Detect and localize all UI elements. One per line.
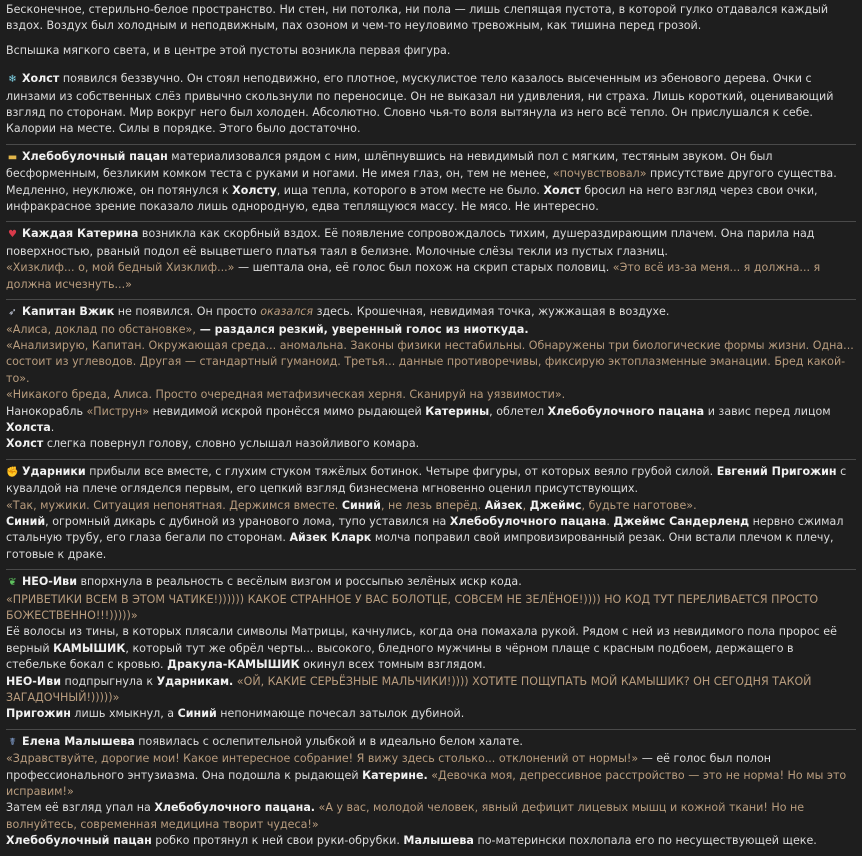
narration: нервно сжимал стальную трубу, его глаза бегали по сторонам. xyxy=(6,514,844,545)
intro-block xyxy=(6,2,856,59)
narration: материализовался рядом с ним, шлёпнувшись на невидимый пол с мягким, тестяным звуком. Он был бесформенным, безликим комком теста с руками и ногами. Не имея глаз, он, тем не менее, xyxy=(6,149,773,181)
narration: , ища тепла, которого в этом месте не было. xyxy=(276,183,544,197)
quote: «Анализирую, Капитан. Окружающая среда... аномальна. Законы физики нестабильны. Обнаружены три биологические формы жизни. Одна... состоит из углеводов. Другая — стандартный гуманоид. Третья... данные противоречивы, фиксирую эктоплазменные эманации. Бред какой-то». xyxy=(6,338,854,385)
narration: подпрыгнула к xyxy=(60,674,157,688)
section-katerina xyxy=(6,222,856,299)
narration: прибыли все вместе, с глухим стуком тяжёлых ботинок. Четыре фигуры, от которых веяло грубой силой. xyxy=(85,464,717,478)
paragraph xyxy=(6,149,856,216)
character-name: Холст xyxy=(6,437,44,451)
paragraph xyxy=(6,498,856,514)
character-name: Джеймс xyxy=(529,498,582,512)
narration: бросил на него взгляд через свои очки, инфракрасное зрение показало лишь однородную, едва теплящуюся массу. Не мясо. Не интересно. xyxy=(6,183,818,214)
paragraph xyxy=(6,624,856,673)
narration: не появился. Он просто xyxy=(114,305,261,319)
character-name: Ударникам. xyxy=(156,674,234,688)
quote: «ОЙ, КАКИЕ СЕРЬЁЗНЫЕ МАЛЬЧИКИ!)))) ХОТИТЕ ПОЩУПАТЬ МОЙ КАМЫШИК? ОН СЕГОДНЯ ТАКОЙ ЗАГАДОЧНЫЙ!)))))» xyxy=(6,674,812,705)
narration: Её волосы из тины, в которых плясали символы Матрицы, качнулись, когда она помахала рукой. Рядом с ней из невидимого пола пророс её верный xyxy=(6,625,837,655)
quote: «Никакого бреда, Алиса. Просто очередная метафизическая херня. Сканируй на уязвимости». xyxy=(6,388,566,402)
narration: окинул всех томным взглядом. xyxy=(299,658,486,672)
character-name: Катерине. xyxy=(362,768,428,782)
herb-icon: ❦ xyxy=(8,577,17,589)
fist-icon: ✊ xyxy=(6,466,19,478)
character-name: Синий xyxy=(6,514,46,528)
character-name: Ударники xyxy=(22,464,86,478)
intro-paragraph: Бесконечное, стерильно-белое пространство. Ни стен, ни потолка, ни пола — лишь слепящая пустота, в которой гулко отдавался каждый вздох. Воздух был холодным и неподвижным, пах озоном и чем-то неуловимо тревожным, как тишина перед грозой. xyxy=(6,3,829,33)
narration: непонимающе почесал затылок дубиной. xyxy=(216,707,465,721)
quote: «А у вас, молодой человек, явный дефицит лицевых мышц и кожной ткани! Но не волнуйтесь, современная медицина творит чудеса!» xyxy=(6,801,805,831)
character-name: НЕО-Иви xyxy=(22,575,77,589)
character-name: Хлебобулочный пацан xyxy=(22,149,168,163)
character-name: Пригожин xyxy=(6,707,71,721)
narration: . xyxy=(606,514,614,528)
narration: робко протянул к ней свои руки-обрубки. xyxy=(151,834,404,848)
quote: «Так, мужики. Ситуация непонятная. Держимся вместе. xyxy=(6,498,342,512)
quote: , не лезь вперёд. xyxy=(380,498,485,512)
narration: , который тут же обрёл черты... высокого, бледного мужчины в чёрном плаще с красным подбоем, держащего в стебельке бокал с кровью. xyxy=(6,641,794,672)
narration: — шептала она, её голос был похож на скрип старых половиц. xyxy=(234,261,613,275)
character-name: Капитан Вжик xyxy=(22,305,115,319)
narration: по-матерински похлопала его по несуществующей щеке. xyxy=(473,834,817,848)
character-name: Елена Малышева xyxy=(22,734,135,748)
narration: — её голос был полон профессионального энтузиазма. Она подошла к рыдающей xyxy=(6,752,772,782)
character-name: Синий xyxy=(177,707,217,721)
narration: невидимой искрой пронёсся мимо рыдающей xyxy=(149,404,426,418)
character-name: Евгений Пригожин xyxy=(716,464,837,478)
paragraph xyxy=(6,706,856,722)
character-name: Холст xyxy=(543,183,581,197)
quote: , xyxy=(522,498,530,512)
character-name: Хлебобулочного пацана xyxy=(449,514,607,528)
character-name: Холст xyxy=(22,72,60,86)
character-name: Малышева xyxy=(403,834,474,848)
character-name: Холсту xyxy=(232,183,277,197)
paragraph xyxy=(6,574,856,591)
paragraph xyxy=(6,800,856,833)
quote: , будьте наготове». xyxy=(581,498,697,512)
paragraph xyxy=(6,674,856,707)
caduceus-icon: ☤ xyxy=(9,736,16,748)
snowflake-icon: ❄ xyxy=(8,74,17,86)
quote: «Здравствуйте, дорогие мои! Какое интересное собрание! Я вижу здесь столько... отклонений от нормы!» xyxy=(6,752,639,766)
section-bread-boy xyxy=(6,145,856,222)
paragraph xyxy=(6,404,856,437)
narration: впорхнула в реальность с весёлым визгом и россыпью зелёных искр кода. xyxy=(76,575,522,589)
quote: «Алиса, доклад по обстановке», xyxy=(6,322,196,336)
narration: , огромный дикарь с дубиной из уранового лома, тупо уставился на xyxy=(45,514,450,528)
section-udarniki xyxy=(6,460,856,569)
character-name: Хлебобулочного пацана xyxy=(547,404,705,418)
narration: — раздался резкий, уверенный голос из ниоткуда. xyxy=(195,322,529,336)
narration: молча поправил свой импровизированный резак. Они встали плечом к плечу, готовые к драке. xyxy=(6,531,834,561)
paragraph xyxy=(6,464,856,498)
narration: и завис перед лицом xyxy=(704,404,831,418)
section-malysheva xyxy=(6,730,856,856)
narration: с кувалдой на плече огляделся первым, его цепкий взгляд бизнесмена мгновенно оценил присутствующих. xyxy=(6,464,847,496)
character-name: Дракула-КАМЫШИК xyxy=(167,658,300,672)
character-name: Айзек Кларк xyxy=(289,531,372,545)
quote: «ПРИВЕТИКИ ВСЕМ В ЭТОМ ЧАТИКЕ!)))))) КАКОЕ СТРАННОЕ У ВАС БОЛОТЦЕ, СОВСЕМ НЕ ЗЕЛЁНОЕ!)))) НО КОД ТУТ ПЕРЕЛИВАЕТСЯ ПРОСТО БОЖЕСТВЕННО!!!)))))» xyxy=(6,592,819,622)
character-name: Айзек xyxy=(484,498,523,512)
section-captain-vzhik xyxy=(6,300,856,459)
narration: здесь. Крошечная, невидимая точка, жужжащая в воздухе. xyxy=(313,305,670,319)
emphasis: оказался xyxy=(260,305,314,319)
broken-heart-icon: ♥ xyxy=(8,229,17,241)
narration: Нанокорабль xyxy=(6,404,87,418)
narration: лишь хмыкнул, а xyxy=(70,707,178,721)
paragraph xyxy=(6,514,856,563)
quote: «Девочка моя, депрессивное расстройство — это не норма! Но мы это исправим!» xyxy=(6,768,847,799)
bread-icon: ▬ xyxy=(7,151,18,163)
paragraph xyxy=(6,260,856,293)
intro-paragraph: Вспышка мягкого света, и в центре этой пустоты возникла первая фигура. xyxy=(6,43,451,57)
narration: появилась с ослепительной улыбкой и в идеально белом халате. xyxy=(134,734,523,748)
character-name: Катерины xyxy=(425,404,490,418)
quote: «Это всё из-за меня... я должна... я должна исчезнуть...» xyxy=(6,261,821,291)
paragraph xyxy=(6,833,856,849)
character-name: Хлебобулочного пацана. xyxy=(154,801,316,815)
character-name: Холста xyxy=(6,420,51,434)
quote: «Хизклиф... о, мой бедный Хизклиф...» xyxy=(6,261,235,275)
paragraph xyxy=(6,751,856,800)
narration: появился беззвучно. Он стоял неподвижно, его плотное, мускулистое тело казалось высеченным из эбенового дерева. Очки с линзами из собственных слёз привычно скользнули по переносице. Он не выказал ни удивления, ни страха. Лишь короткий, оценивающий взгляд по сторонам. Мир вокруг него был холоден. Абсолютно. Словно чья-то воля вытянула из него всё тепло. Он прислушался к себе. Калории на месте. Силы в порядке. Этого было достаточно. xyxy=(6,72,834,136)
section-neo-ivi xyxy=(6,570,856,729)
narration: . xyxy=(50,420,55,434)
narration: , облетел xyxy=(489,404,548,418)
character-name: Хлебобулочный пацан xyxy=(6,834,152,848)
paragraph xyxy=(6,322,856,338)
paragraph xyxy=(6,734,856,751)
narration: присутствие другого существа. Медленно, неуклюже, он потянулся к xyxy=(6,167,837,197)
character-name: КАМЫШИК xyxy=(53,641,126,655)
rocket-icon: ➶ xyxy=(8,307,17,319)
section-holst xyxy=(6,67,856,144)
character-name: НЕО-Иви xyxy=(6,674,61,688)
quote: «Пиструн» xyxy=(86,404,150,418)
paragraph xyxy=(6,71,856,138)
narration: слегка повернул голову, словно услышал назойливого комара. xyxy=(43,437,420,451)
narration: возникла как скорбный вздох. Её появление сопровождалось тихим, душераздирающим плачем. Она парила над поверхностью, рваный подол её выцветшего платья таял в белизне. Молочные слёзы текли из пустых глазниц. xyxy=(6,227,815,258)
quote: «почувствовал» xyxy=(552,167,647,181)
paragraph xyxy=(6,226,856,260)
paragraph xyxy=(6,304,856,321)
narration: Затем её взгляд упал на xyxy=(6,801,155,815)
paragraph xyxy=(6,436,856,452)
character-name: Синий xyxy=(341,498,381,512)
character-name: Каждая Катерина xyxy=(22,227,139,241)
character-name: Джеймс Сандерленд xyxy=(613,514,750,528)
